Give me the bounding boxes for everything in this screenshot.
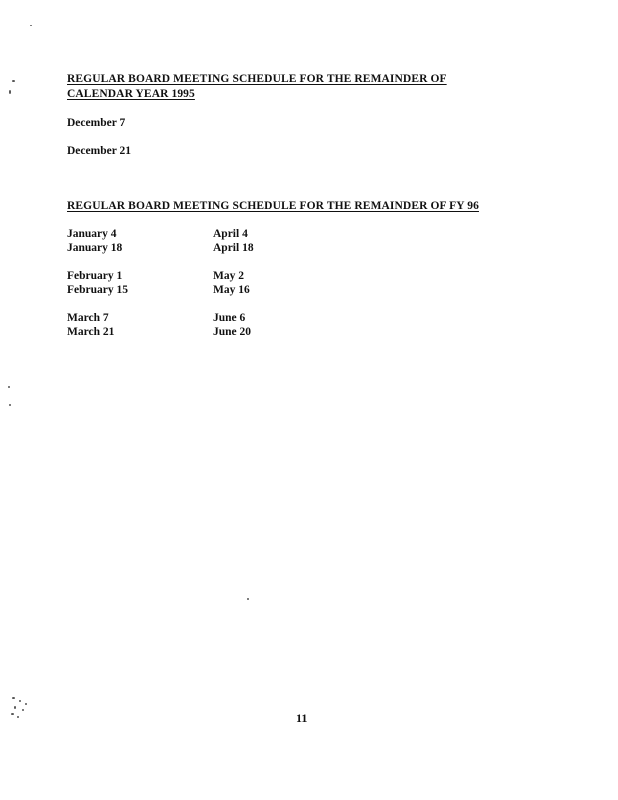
scan-speck (30, 25, 32, 26)
scan-speck (8, 386, 10, 388)
schedule-date-left: January 4 (67, 228, 117, 240)
schedule-date-left: February 15 (67, 284, 129, 296)
page-number: 11 (296, 711, 308, 725)
schedule-date-right: May 2 (213, 270, 244, 282)
schedule-date-right: April 18 (213, 242, 254, 254)
section1-date: December 7 (67, 117, 126, 129)
schedule-date-left: March 7 (67, 312, 109, 324)
schedule-date-left: March 21 (67, 326, 115, 338)
section1-date: December 21 (67, 145, 131, 157)
scan-speck (12, 80, 15, 82)
section2-heading: REGULAR BOARD MEETING SCHEDULE FOR THE REMAINDER OF FY 96 (67, 200, 479, 212)
schedule-date-right: June 20 (213, 326, 252, 338)
schedule-date-right: May 16 (213, 284, 250, 296)
scan-speck (17, 716, 19, 718)
scan-speck (9, 90, 11, 94)
schedule-date-right: April 4 (213, 228, 248, 240)
scan-speck (12, 697, 15, 699)
section1-heading-line1: REGULAR BOARD MEETING SCHEDULE FOR THE REMAINDER OF (67, 73, 447, 85)
section1-heading-line2: CALENDAR YEAR 1995 (67, 88, 195, 100)
schedule-date-right: June 6 (213, 312, 246, 324)
scan-speck (9, 404, 11, 406)
schedule-date-left: January 18 (67, 242, 123, 254)
scan-speck (247, 598, 249, 600)
scan-speck (22, 709, 24, 711)
scan-speck (14, 706, 16, 709)
scan-speck (25, 703, 27, 705)
scan-speck (11, 713, 14, 715)
scan-speck (19, 700, 21, 702)
schedule-date-left: February 1 (67, 270, 123, 282)
